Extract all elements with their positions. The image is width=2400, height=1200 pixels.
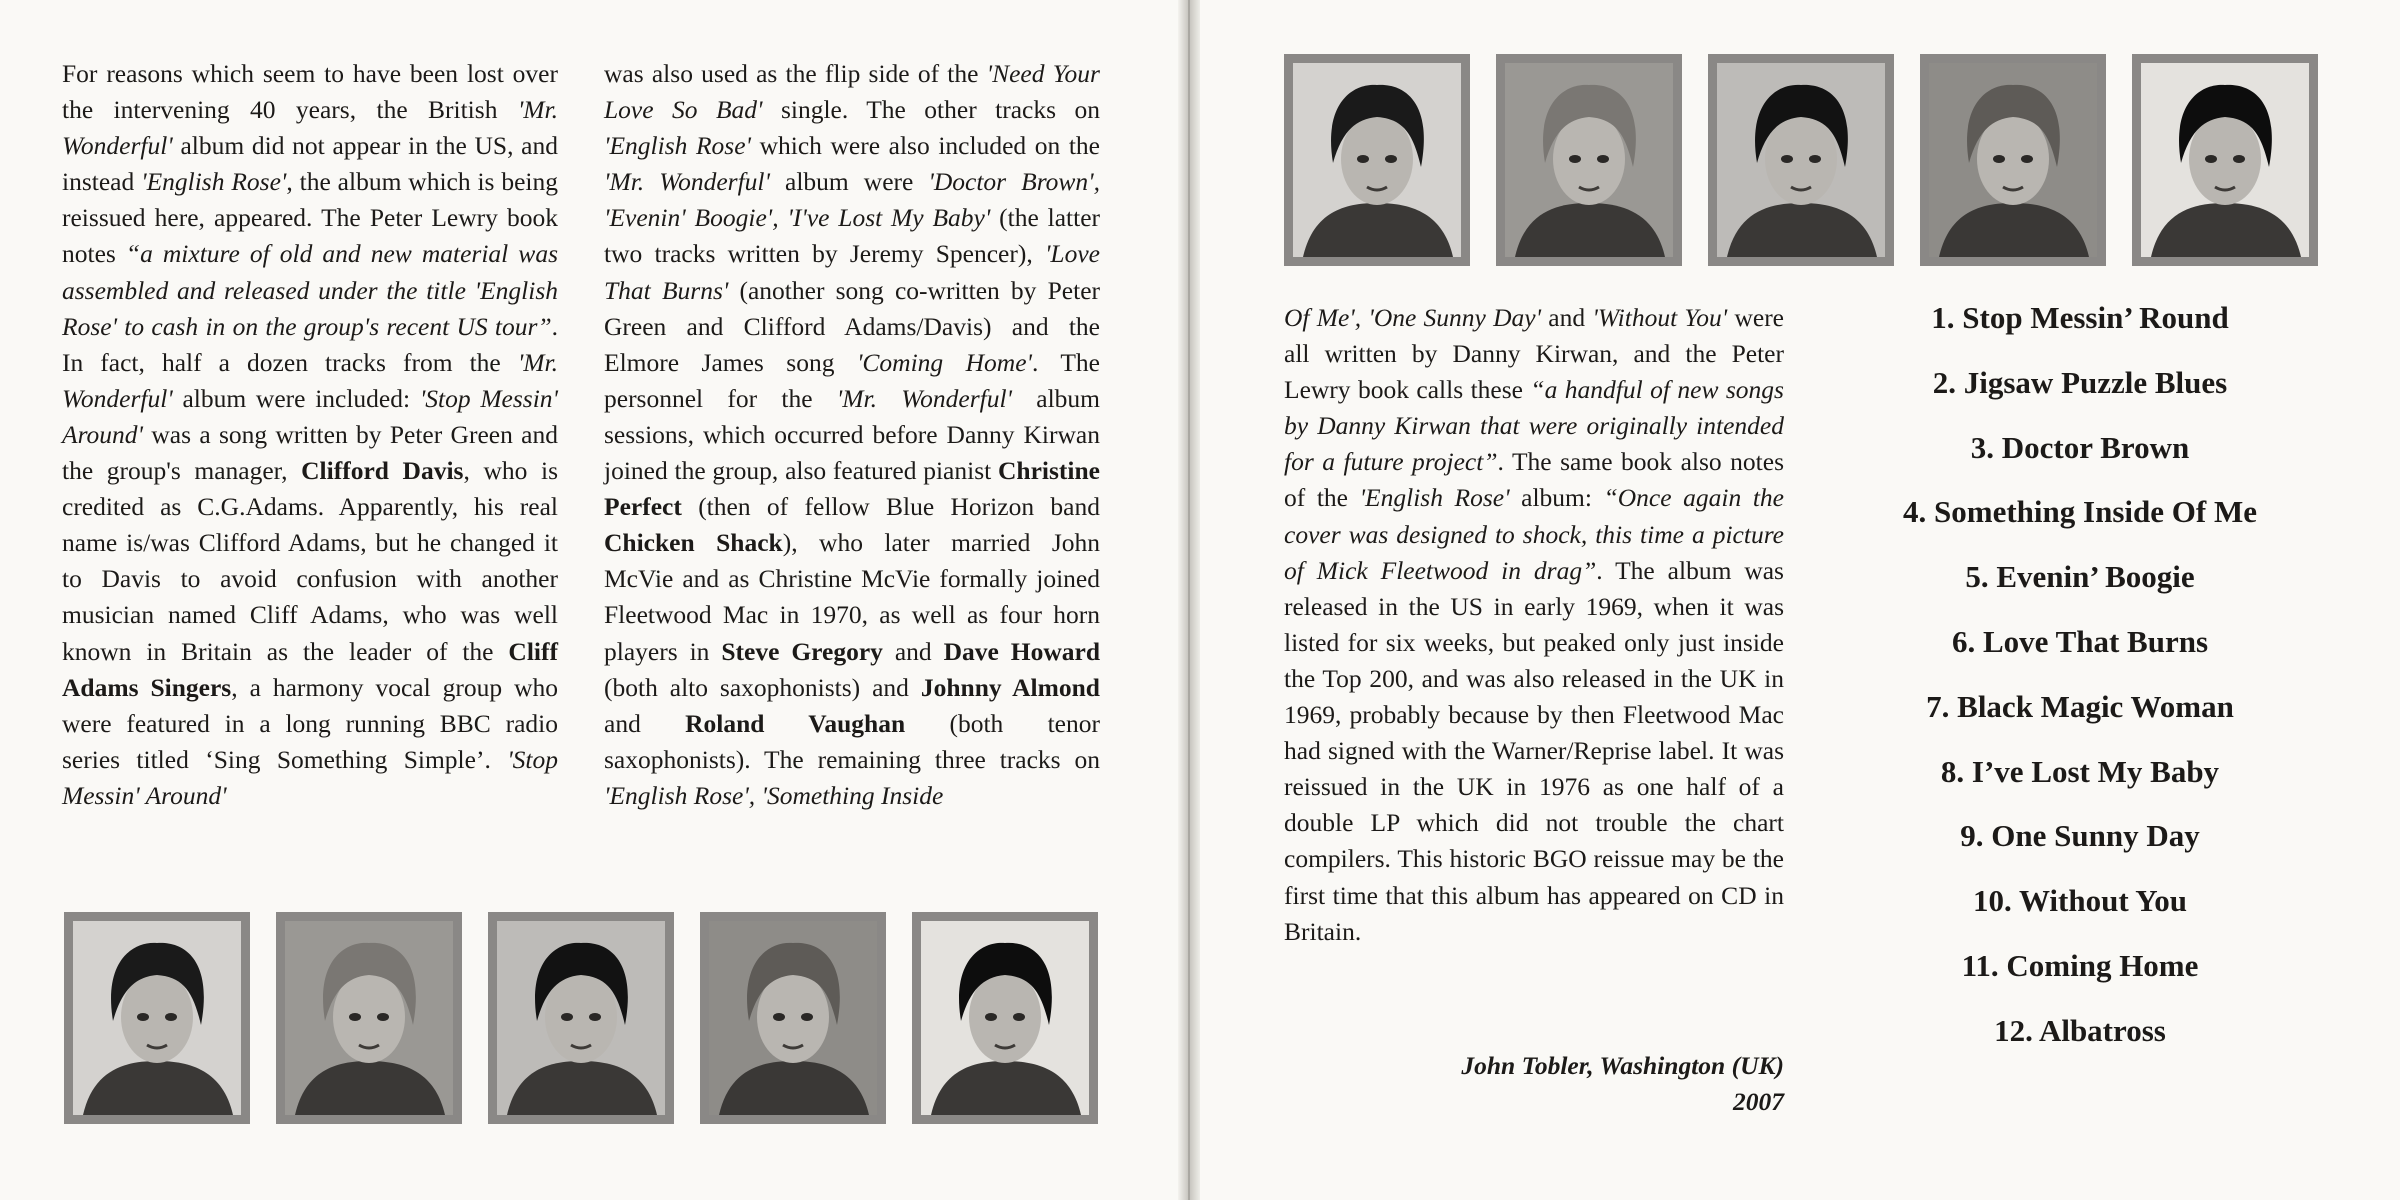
text-run: were all written by Danny Kirwan, and the Peter Lewry book calls these: [1284, 303, 1785, 405]
text-run: , who is credited as C.G.Adams. Apparently, his real name is/was Clifford Adams, but he changed it to Davis to avoid confusion with another musician named Cliff Adams, who was well known in Britain as the leader of the: [62, 456, 558, 666]
text-run: (another song co-written by Peter Green and Clifford Adams/Davis) and the Elmore James song: [604, 275, 1100, 377]
band-photo: [276, 912, 462, 1124]
text-run: (both alto saxophonists) and: [604, 672, 921, 702]
italic-text: “a handful of new songs by Danny Kirwan that were originally intended for a future project”: [1284, 375, 1784, 477]
band-photo: [2132, 54, 2318, 266]
bold-name: Christine Perfect: [604, 456, 1100, 522]
band-photo: [1920, 54, 2106, 266]
text-run: , a harmony vocal group who were featured in a long running BBC radio series titled ‘Sing Something Simple’.: [62, 672, 558, 774]
booklet-spine: [1178, 0, 1200, 1200]
band-photo: [1284, 54, 1470, 266]
italic-text: 'English Rose': [1359, 483, 1510, 513]
text-run: (both tenor saxophonists). The remaining three tracks on: [604, 708, 1100, 774]
author-signature: [1284, 1048, 1784, 1120]
italic-text: 'English Rose', 'Something Inside: [604, 780, 944, 810]
italic-text: 'Mr. Wonderful': [836, 383, 1012, 413]
text-run: . The same book also notes of the: [1284, 447, 1784, 513]
italic-text: 'Need Your Love So Bad': [604, 59, 1100, 125]
liner-notes-column-3: [1284, 300, 1784, 950]
signature-year: 2007: [1733, 1087, 1784, 1116]
bold-name: Steve Gregory: [721, 636, 883, 666]
text-run: (the latter two tracks written by Jeremy Spencer),: [604, 203, 1100, 269]
italic-text: 'English Rose': [604, 131, 751, 161]
text-run: and: [604, 708, 686, 738]
text-run: which were also included on the: [751, 131, 1100, 161]
bold-name: Chicken Shack: [604, 528, 783, 558]
liner-notes-column-2: [604, 56, 1100, 814]
band-photo: [64, 912, 250, 1124]
text-run: and: [1541, 303, 1593, 332]
track-item: 5. Evenin’ Boogie: [1965, 559, 2195, 595]
track-item: 9. One Sunny Day: [1960, 818, 2200, 854]
italic-text: Of Me', 'One Sunny Day': [1284, 303, 1542, 332]
track-list: [1840, 292, 2320, 1070]
text-run: album:: [1509, 483, 1604, 513]
text-run: ), who later married John McVie and as Christine McVie formally joined Fleetwood Mac in 1970, as well as four horn players in: [604, 528, 1101, 666]
track-item: 12. Albatross: [1994, 1012, 2166, 1048]
text-run: , the album which is being reissued here, appeared. The Peter Lewry book notes: [62, 167, 558, 269]
bold-name: Johnny Almond: [920, 672, 1100, 702]
liner-notes-column-1: [62, 56, 558, 814]
text-run: . The personnel for the: [604, 347, 1100, 413]
italic-text: “Once again the cover was designed to shock, this time a picture of Mick Fleetwood in drag”: [1284, 483, 1784, 585]
track-item: 8. I’ve Lost My Baby: [1940, 753, 2220, 789]
italic-text: 'Mr. Wonderful': [62, 95, 558, 161]
track-item: 6. Love That Burns: [1951, 623, 2209, 659]
signature-name: John Tobler, Washington (UK): [1461, 1051, 1784, 1080]
text-run: was a song written by Peter Green and the group's manager,: [62, 419, 558, 486]
track-item: 4. Something Inside Of Me: [1903, 494, 2257, 530]
track-item: 7. Black Magic Woman: [1926, 688, 2234, 724]
italic-text: “a mixture of old and new material was assembled and released under the title 'English Rose' to cash in on the group's recent US tour”: [62, 239, 558, 341]
track-item: 10. Without You: [1973, 883, 2187, 919]
paragraph: [1284, 300, 1784, 950]
bold-name: Cliff Adams Singers: [62, 636, 558, 702]
bold-name: Clifford Davis: [301, 456, 464, 486]
italic-text: 'Stop Messin' Around': [62, 744, 558, 810]
text-run: single. The other tracks on: [762, 95, 1100, 125]
italic-text: 'Without You': [1592, 303, 1728, 332]
paragraph: [604, 56, 1100, 814]
track-item: 2. Jigsaw Puzzle Blues: [1932, 364, 2228, 400]
text-run: was also used as the flip side of the: [604, 59, 987, 88]
italic-text: 'Love That Burns': [604, 239, 1100, 305]
text-run: album were: [769, 167, 929, 197]
band-photo: [488, 912, 674, 1124]
track-item: 3. Doctor Brown: [1970, 429, 2190, 465]
italic-text: 'Stop Messin' Around': [62, 383, 559, 449]
text-run: . The album was released in the US in early 1969, when it was listed for six weeks, but peaked only just inside the Top 200, and was also released in the UK in 1969, probably because by then Fleetwood Mac had signed with the Warner/Reprise label. It was reissued in the UK in 1976 as one half of a double LP which did not trouble the chart compilers. This historic BGO reissue may be the first time that this album has appeared on CD in Britain.: [1284, 555, 1784, 946]
left-page: [0, 0, 1190, 1200]
photo-strip-right: [1284, 54, 2344, 266]
band-photo: [1496, 54, 1682, 266]
text-run: album did not appear in the US, and instead: [62, 131, 558, 197]
text-run: album sessions, which occurred before Danny Kirwan joined the group, also featured pianist: [604, 383, 1100, 486]
band-photo: [1708, 54, 1894, 266]
track-item: 1. Stop Messin’ Round: [1931, 300, 2229, 335]
italic-text: 'English Rose': [141, 167, 287, 197]
text-run: (then of fellow Blue Horizon band: [681, 492, 1100, 522]
band-photo: [912, 912, 1098, 1124]
bold-name: Dave Howard: [943, 636, 1101, 666]
italic-text: 'Mr. Wonderful': [62, 347, 558, 413]
text-run: album were included:: [172, 383, 420, 413]
band-photo: [700, 912, 886, 1124]
paragraph: [62, 56, 558, 814]
italic-text: 'Mr. Wonderful': [604, 167, 770, 197]
text-run: and: [882, 636, 944, 666]
track-item: 11. Coming Home: [1961, 947, 2199, 983]
italic-text: 'Doctor Brown', 'Evenin' Boogie', 'I've Lost My Baby': [604, 167, 1101, 233]
photo-strip-left: [64, 912, 1124, 1124]
italic-text: 'Coming Home': [856, 347, 1032, 377]
text-run: For reasons which seem to have been lost over the intervening 40 years, the British: [62, 59, 558, 125]
bold-name: Roland Vaughan: [685, 708, 906, 738]
text-run: . In fact, half a dozen tracks from the: [62, 311, 558, 377]
